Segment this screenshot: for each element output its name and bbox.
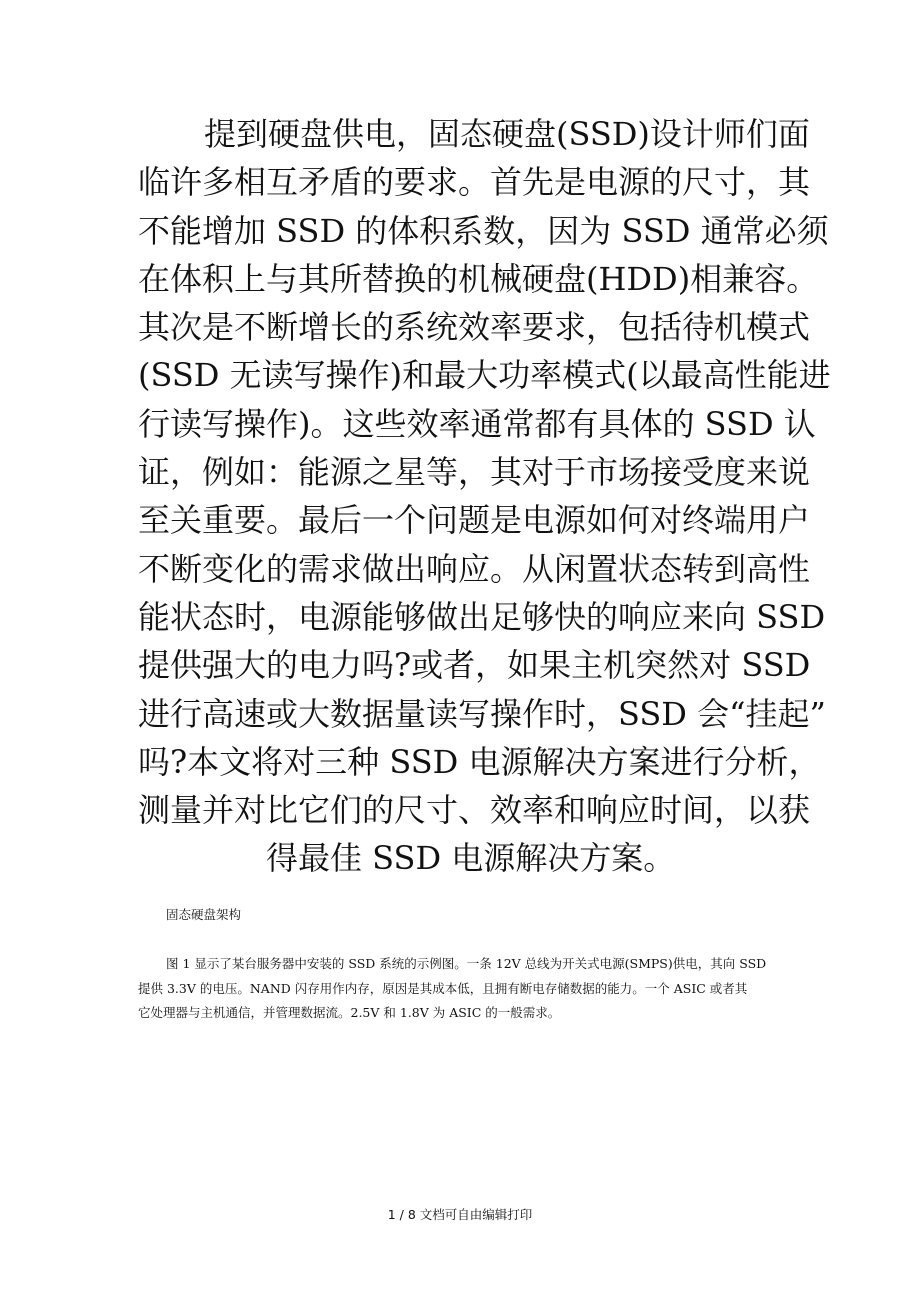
intro-line: 得最佳 SSD 电源解决方案。 bbox=[266, 839, 676, 878]
body-line: 它处理器与主机通信，并管理数据流。2.5V 和 1.8V 为 ASIC 的一般需求。 bbox=[138, 1005, 561, 1020]
intro-line: (SSD 无读写操作)和最大功率模式(以最高性能进 bbox=[138, 356, 831, 395]
intro-line: 至关重要。最后一个问题是电源如何对终端用户 bbox=[138, 501, 811, 540]
intro-line: 测量并对比它们的尺寸、效率和响应时间，以获 bbox=[138, 791, 811, 830]
intro-line: 其次是不断增长的系统效率要求，包括待机模式 bbox=[138, 308, 811, 347]
intro-line: 行读写操作)。这些效率通常都有具体的 SSD 认 bbox=[138, 404, 816, 443]
intro-line: 在体积上与其所替换的机械硬盘(HDD)相兼容。 bbox=[138, 259, 819, 298]
intro-line: 进行高速或大数据量读写操作时，SSD 会“挂起” bbox=[138, 694, 826, 733]
intro-paragraph bbox=[138, 110, 831, 883]
intro-line: 提到硬盘供电，固态硬盘(SSD)设计师们面 bbox=[204, 115, 810, 153]
intro-line: 吗?本文将对三种 SSD 电源解决方案进行分析， bbox=[138, 742, 821, 781]
section-heading: 固态硬盘架构 bbox=[166, 907, 242, 922]
body-line: 图 1 显示了某台服务器中安装的 SSD 系统的示例图。一条 12V 总线为开关式电源(SMPS)供电，其向 SSD bbox=[166, 956, 767, 971]
intro-line: 提供强大的电力吗?或者，如果主机突然对 SSD bbox=[138, 646, 811, 685]
intro-line: 证，例如：能源之星等，其对于市场接受度来说 bbox=[138, 453, 811, 492]
body-paragraph bbox=[138, 952, 798, 1026]
intro-line: 能状态时，电源能够做出足够快的响应来向 SSD bbox=[138, 597, 826, 636]
page-footer: 1 / 8 文档可自由编辑打印 bbox=[387, 1207, 533, 1222]
body-line: 提供 3.3V 的电压。NAND 闪存用作内存，原因是其成本低，且拥有断电存储数据的能力。一个 ASIC 或者其 bbox=[138, 980, 748, 996]
intro-line: 临许多相互矛盾的要求。首先是电源的尺寸，其 bbox=[138, 163, 811, 202]
intro-line: 不能增加 SSD 的体积系数，因为 SSD 通常必须 bbox=[138, 211, 829, 250]
intro-line: 不断变化的需求做出响应。从闲置状态转到高性 bbox=[138, 549, 811, 588]
